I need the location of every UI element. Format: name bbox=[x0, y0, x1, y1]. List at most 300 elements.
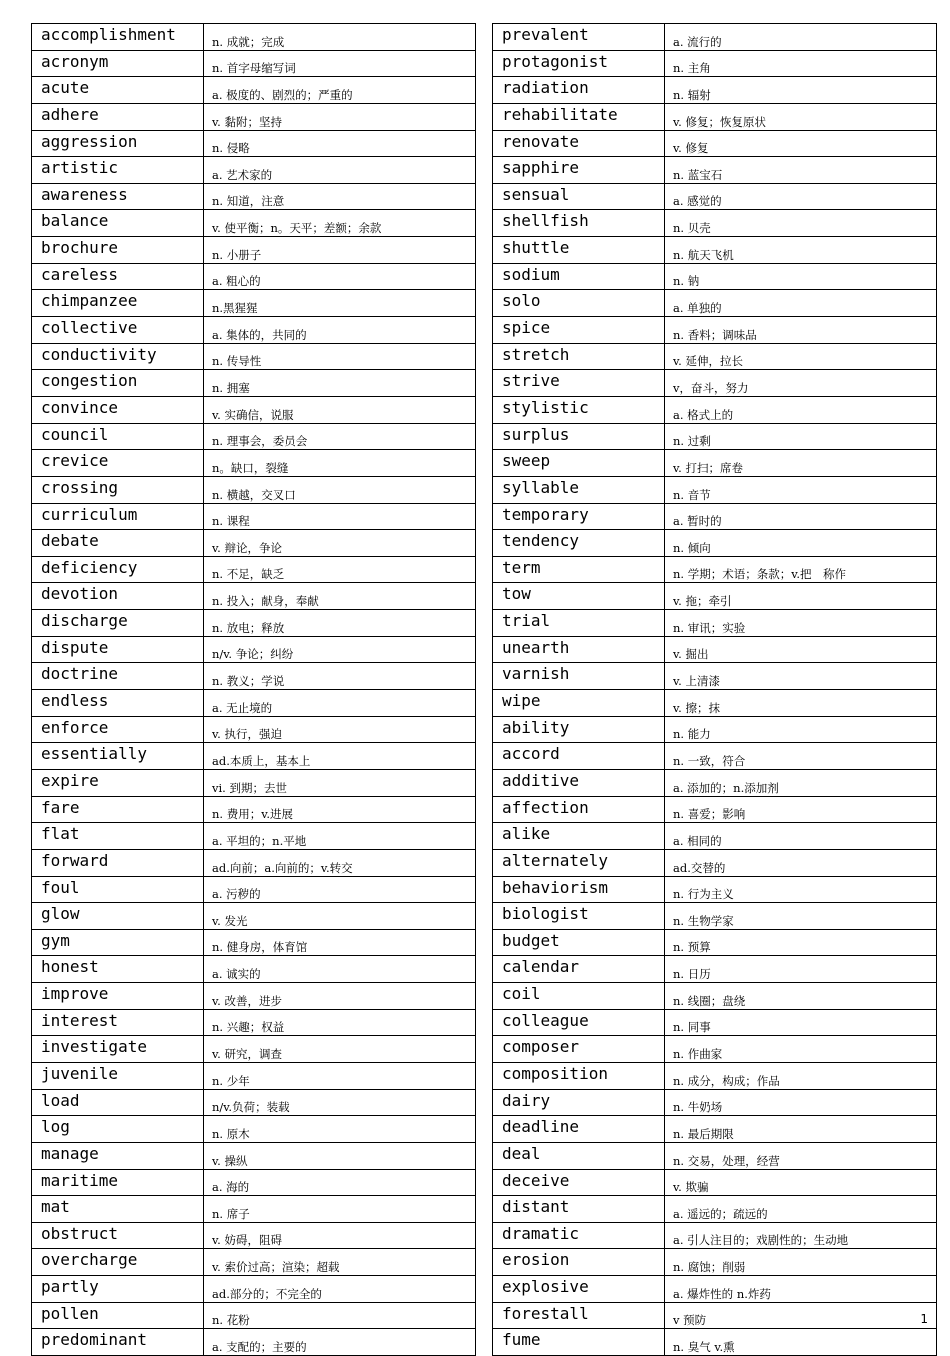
vocab-word: strive bbox=[493, 370, 665, 397]
vocab-definition: v. 实确信，说服 bbox=[204, 396, 476, 423]
vocab-definition: v. 黏附；坚持 bbox=[204, 103, 476, 130]
vocab-word: awareness bbox=[32, 183, 204, 210]
vocab-row bbox=[493, 1276, 937, 1303]
vocab-row bbox=[493, 24, 937, 51]
vocab-row bbox=[32, 796, 476, 823]
vocab-row bbox=[32, 823, 476, 850]
vocab-word: juvenile bbox=[32, 1062, 204, 1089]
vocab-word: flat bbox=[32, 823, 204, 850]
vocab-word: endless bbox=[32, 690, 204, 717]
vocab-row bbox=[493, 1196, 937, 1223]
vocab-definition: v. 妨碍，阻碍 bbox=[204, 1222, 476, 1249]
vocab-row bbox=[32, 476, 476, 503]
vocab-row bbox=[32, 956, 476, 983]
vocab-definition: v. 擦；抹 bbox=[665, 690, 937, 717]
vocab-row bbox=[32, 1116, 476, 1143]
vocab-word: explosive bbox=[493, 1276, 665, 1303]
vocab-definition: n. 主角 bbox=[665, 50, 937, 77]
vocab-row bbox=[493, 1249, 937, 1276]
vocab-row bbox=[32, 556, 476, 583]
vocab-definition: ad.交替的 bbox=[665, 849, 937, 876]
vocab-word: devotion bbox=[32, 583, 204, 610]
vocab-word: enforce bbox=[32, 716, 204, 743]
vocab-definition: a. 单独的 bbox=[665, 290, 937, 317]
vocab-word: biologist bbox=[493, 903, 665, 930]
vocab-definition: a. 无止境的 bbox=[204, 690, 476, 717]
vocab-word: composition bbox=[493, 1062, 665, 1089]
vocab-row bbox=[493, 876, 937, 903]
vocab-word: deficiency bbox=[32, 556, 204, 583]
vocab-word: trial bbox=[493, 610, 665, 637]
vocab-row bbox=[32, 716, 476, 743]
vocab-word: affection bbox=[493, 796, 665, 823]
vocab-definition: v. 辩论，争论 bbox=[204, 530, 476, 557]
vocab-row bbox=[493, 423, 937, 450]
vocab-word: crevice bbox=[32, 450, 204, 477]
vocab-definition: n. 学期；术语；条款；v.把 称作 bbox=[665, 556, 937, 583]
vocab-definition: n. 课程 bbox=[204, 503, 476, 530]
vocab-definition: n. 不足，缺乏 bbox=[204, 556, 476, 583]
vocab-word: essentially bbox=[32, 743, 204, 770]
vocab-definition: n. 最后期限 bbox=[665, 1116, 937, 1143]
page-number: 1 bbox=[920, 1312, 928, 1326]
vocab-definition: v. 上清漆 bbox=[665, 663, 937, 690]
vocab-word: convince bbox=[32, 396, 204, 423]
vocab-definition: n. 预算 bbox=[665, 929, 937, 956]
vocab-word: accomplishment bbox=[32, 24, 204, 51]
vocab-row bbox=[493, 663, 937, 690]
vocab-definition: n. 同事 bbox=[665, 1009, 937, 1036]
vocab-definition: v. 发光 bbox=[204, 903, 476, 930]
vocab-definition: v. 延伸，拉长 bbox=[665, 343, 937, 370]
vocab-definition: n. 过剩 bbox=[665, 423, 937, 450]
vocab-word: varnish bbox=[493, 663, 665, 690]
vocab-definition: n. 线圈；盘绕 bbox=[665, 983, 937, 1010]
vocab-word: sensual bbox=[493, 183, 665, 210]
vocab-word: erosion bbox=[493, 1249, 665, 1276]
vocab-row bbox=[493, 530, 937, 557]
vocab-row bbox=[493, 849, 937, 876]
vocab-row bbox=[493, 1329, 937, 1356]
vocab-word: alternately bbox=[493, 849, 665, 876]
vocab-word: overcharge bbox=[32, 1249, 204, 1276]
vocab-definition: v. 使平衡；n。天平；差额；余款 bbox=[204, 210, 476, 237]
vocab-definition: n. 少年 bbox=[204, 1062, 476, 1089]
vocab-row bbox=[32, 423, 476, 450]
vocab-word: gym bbox=[32, 929, 204, 956]
vocab-row bbox=[32, 1249, 476, 1276]
vocab-definition: n. 成分，构成；作品 bbox=[665, 1062, 937, 1089]
vocab-definition: n. 交易，处理，经营 bbox=[665, 1142, 937, 1169]
vocab-row bbox=[493, 503, 937, 530]
vocab-word: adhere bbox=[32, 103, 204, 130]
vocab-definition: n. 首字母缩写词 bbox=[204, 50, 476, 77]
vocab-definition: n. 健身房，体育馆 bbox=[204, 929, 476, 956]
vocab-row bbox=[32, 690, 476, 717]
vocab-row bbox=[493, 823, 937, 850]
vocab-definition: a. 海的 bbox=[204, 1169, 476, 1196]
vocab-row bbox=[493, 690, 937, 717]
vocab-word: temporary bbox=[493, 503, 665, 530]
vocab-definition: v. 掘出 bbox=[665, 636, 937, 663]
vocab-definition: a. 引人注目的；戏剧性的；生动地 bbox=[665, 1222, 937, 1249]
vocab-definition: n. 作曲家 bbox=[665, 1036, 937, 1063]
vocab-definition: a. 爆炸性的 n.炸药 bbox=[665, 1276, 937, 1303]
vocab-definition: n. 一致，符合 bbox=[665, 743, 937, 770]
vocab-definition: vi. 到期；去世 bbox=[204, 769, 476, 796]
vocab-word: maritime bbox=[32, 1169, 204, 1196]
vocab-row bbox=[493, 956, 937, 983]
vocab-word: forward bbox=[32, 849, 204, 876]
vocab-row bbox=[493, 317, 937, 344]
vocab-word: obstruct bbox=[32, 1222, 204, 1249]
vocab-row bbox=[32, 1036, 476, 1063]
vocab-word: improve bbox=[32, 983, 204, 1010]
vocab-row bbox=[493, 157, 937, 184]
vocab-row bbox=[493, 929, 937, 956]
vocab-word: solo bbox=[493, 290, 665, 317]
vocab-word: crossing bbox=[32, 476, 204, 503]
vocab-row bbox=[493, 903, 937, 930]
vocab-word: coil bbox=[493, 983, 665, 1010]
vocab-definition: n. 蓝宝石 bbox=[665, 157, 937, 184]
vocab-word: distant bbox=[493, 1196, 665, 1223]
vocab-definition: v. 执行，强迫 bbox=[204, 716, 476, 743]
vocab-word: chimpanzee bbox=[32, 290, 204, 317]
vocab-definition: n. 教义；学说 bbox=[204, 663, 476, 690]
vocab-word: dairy bbox=[493, 1089, 665, 1116]
vocab-definition: n. 辐射 bbox=[665, 77, 937, 104]
vocab-definition: n. 侵略 bbox=[204, 130, 476, 157]
vocab-word: discharge bbox=[32, 610, 204, 637]
vocab-row bbox=[493, 183, 937, 210]
vocab-row bbox=[32, 583, 476, 610]
vocab-word: fume bbox=[493, 1329, 665, 1356]
vocab-word: deceive bbox=[493, 1169, 665, 1196]
vocab-row bbox=[493, 77, 937, 104]
vocab-definition: a. 艺术家的 bbox=[204, 157, 476, 184]
vocab-definition: v. 拖；牵引 bbox=[665, 583, 937, 610]
vocab-row bbox=[32, 929, 476, 956]
vocab-definition: v. 改善，进步 bbox=[204, 983, 476, 1010]
vocab-definition: v. 研究，调查 bbox=[204, 1036, 476, 1063]
vocab-row bbox=[493, 290, 937, 317]
vocab-word: manage bbox=[32, 1142, 204, 1169]
vocab-row bbox=[32, 290, 476, 317]
vocab-definition: n. 费用；v.进展 bbox=[204, 796, 476, 823]
vocab-row bbox=[32, 503, 476, 530]
vocab-word: debate bbox=[32, 530, 204, 557]
vocab-definition: n. 贝壳 bbox=[665, 210, 937, 237]
vocab-word: mat bbox=[32, 1196, 204, 1223]
vocab-word: shellfish bbox=[493, 210, 665, 237]
vocab-definition: v. 操纵 bbox=[204, 1142, 476, 1169]
vocab-definition: v 预防 bbox=[665, 1302, 937, 1329]
vocab-row bbox=[493, 636, 937, 663]
vocab-definition: a. 流行的 bbox=[665, 24, 937, 51]
vocab-word: composer bbox=[493, 1036, 665, 1063]
vocab-word: forestall bbox=[493, 1302, 665, 1329]
vocab-definition: a. 感觉的 bbox=[665, 183, 937, 210]
vocab-row bbox=[493, 103, 937, 130]
vocab-row bbox=[493, 210, 937, 237]
vocab-definition: n. 日历 bbox=[665, 956, 937, 983]
vocab-definition: n. 钠 bbox=[665, 263, 937, 290]
vocab-word: artistic bbox=[32, 157, 204, 184]
vocab-word: colleague bbox=[493, 1009, 665, 1036]
vocab-definition: n. 放电；释放 bbox=[204, 610, 476, 637]
vocab-definition: n. 行为主义 bbox=[665, 876, 937, 903]
vocab-word: unearth bbox=[493, 636, 665, 663]
vocab-row bbox=[32, 1142, 476, 1169]
vocab-definition: n. 喜爱；影响 bbox=[665, 796, 937, 823]
vocab-word: dramatic bbox=[493, 1222, 665, 1249]
vocab-word: pollen bbox=[32, 1302, 204, 1329]
vocab-row bbox=[32, 210, 476, 237]
vocab-row bbox=[32, 157, 476, 184]
vocab-row bbox=[493, 370, 937, 397]
vocab-definition: a. 粗心的 bbox=[204, 263, 476, 290]
vocab-row bbox=[493, 343, 937, 370]
vocab-definition: n. 倾向 bbox=[665, 530, 937, 557]
vocab-row bbox=[493, 130, 937, 157]
vocab-definition: n. 席子 bbox=[204, 1196, 476, 1223]
vocab-row bbox=[32, 849, 476, 876]
vocab-row bbox=[493, 237, 937, 264]
vocab-row bbox=[493, 583, 937, 610]
vocab-row bbox=[32, 1062, 476, 1089]
vocab-row bbox=[493, 396, 937, 423]
vocab-definition: a. 遥远的；疏远的 bbox=[665, 1196, 937, 1223]
vocab-row bbox=[32, 1169, 476, 1196]
vocab-definition: a. 添加的；n.添加剂 bbox=[665, 769, 937, 796]
vocab-definition: a. 暂时的 bbox=[665, 503, 937, 530]
vocab-row bbox=[493, 50, 937, 77]
vocab-definition: n. 花粉 bbox=[204, 1302, 476, 1329]
vocab-row bbox=[493, 1036, 937, 1063]
vocab-row bbox=[493, 1116, 937, 1143]
vocab-row bbox=[493, 796, 937, 823]
vocab-word: conductivity bbox=[32, 343, 204, 370]
vocab-definition: n/v.负荷；装载 bbox=[204, 1089, 476, 1116]
vocab-word: deal bbox=[493, 1142, 665, 1169]
vocab-row bbox=[32, 663, 476, 690]
vocab-definition: v. 修复；恢复原状 bbox=[665, 103, 937, 130]
vocab-word: tow bbox=[493, 583, 665, 610]
vocab-word: acronym bbox=[32, 50, 204, 77]
vocab-definition: v. 索价过高；渲染；超载 bbox=[204, 1249, 476, 1276]
vocab-definition: n.黑猩猩 bbox=[204, 290, 476, 317]
vocab-row bbox=[32, 1302, 476, 1329]
vocab-row bbox=[493, 263, 937, 290]
vocab-word: sodium bbox=[493, 263, 665, 290]
vocab-row bbox=[32, 1196, 476, 1223]
vocab-word: syllable bbox=[493, 476, 665, 503]
vocab-row bbox=[32, 636, 476, 663]
vocab-definition: a. 格式上的 bbox=[665, 396, 937, 423]
vocab-word: prevalent bbox=[493, 24, 665, 51]
vocab-row bbox=[32, 263, 476, 290]
vocab-word: stretch bbox=[493, 343, 665, 370]
vocab-word: doctrine bbox=[32, 663, 204, 690]
vocab-word: foul bbox=[32, 876, 204, 903]
vocab-word: deadline bbox=[493, 1116, 665, 1143]
vocab-word: surplus bbox=[493, 423, 665, 450]
vocab-row bbox=[32, 183, 476, 210]
vocab-word: council bbox=[32, 423, 204, 450]
vocab-word: collective bbox=[32, 317, 204, 344]
vocab-row bbox=[32, 983, 476, 1010]
vocab-definition: ad.本质上，基本上 bbox=[204, 743, 476, 770]
vocab-definition: n。缺口，裂缝 bbox=[204, 450, 476, 477]
vocab-row bbox=[493, 476, 937, 503]
vocab-row bbox=[32, 876, 476, 903]
vocab-row bbox=[32, 77, 476, 104]
vocab-definition: n. 传导性 bbox=[204, 343, 476, 370]
vocab-word: interest bbox=[32, 1009, 204, 1036]
vocab-definition: a. 集体的，共同的 bbox=[204, 317, 476, 344]
vocab-definition: n. 音节 bbox=[665, 476, 937, 503]
vocab-row bbox=[32, 769, 476, 796]
vocab-row bbox=[493, 1169, 937, 1196]
vocab-row bbox=[32, 610, 476, 637]
vocab-definition: n. 成就；完成 bbox=[204, 24, 476, 51]
vocab-row bbox=[493, 1142, 937, 1169]
vocab-definition: n. 腐蚀；削弱 bbox=[665, 1249, 937, 1276]
vocab-word: honest bbox=[32, 956, 204, 983]
vocab-definition: a. 极度的、剧烈的；严重的 bbox=[204, 77, 476, 104]
vocab-row bbox=[493, 556, 937, 583]
vocab-word: predominant bbox=[32, 1329, 204, 1356]
vocab-word: fare bbox=[32, 796, 204, 823]
vocab-word: protagonist bbox=[493, 50, 665, 77]
vocab-word: dispute bbox=[32, 636, 204, 663]
vocab-row bbox=[493, 1302, 937, 1329]
vocab-definition: a. 支配的；主要的 bbox=[204, 1329, 476, 1356]
vocab-word: rehabilitate bbox=[493, 103, 665, 130]
vocab-definition: v. 打扫；席卷 bbox=[665, 450, 937, 477]
vocab-row bbox=[32, 1009, 476, 1036]
vocab-definition: n. 拥塞 bbox=[204, 370, 476, 397]
vocab-row bbox=[32, 237, 476, 264]
vocab-row bbox=[32, 103, 476, 130]
vocab-word: wipe bbox=[493, 690, 665, 717]
vocab-definition: n. 投入；献身，奉献 bbox=[204, 583, 476, 610]
vocab-word: partly bbox=[32, 1276, 204, 1303]
vocab-row bbox=[32, 530, 476, 557]
vocab-definition: ad.向前；a.向前的；v.转交 bbox=[204, 849, 476, 876]
vocab-row bbox=[32, 130, 476, 157]
vocab-word: ability bbox=[493, 716, 665, 743]
vocab-definition: n. 能力 bbox=[665, 716, 937, 743]
vocab-row bbox=[32, 743, 476, 770]
vocab-word: behaviorism bbox=[493, 876, 665, 903]
vocab-row bbox=[32, 1089, 476, 1116]
vocab-word: shuttle bbox=[493, 237, 665, 264]
vocab-row bbox=[32, 450, 476, 477]
vocab-row bbox=[493, 743, 937, 770]
vocab-definition: n. 兴趣；权益 bbox=[204, 1009, 476, 1036]
vocab-definition: a. 污秽的 bbox=[204, 876, 476, 903]
vocab-definition: v. 修复 bbox=[665, 130, 937, 157]
vocab-row bbox=[493, 1062, 937, 1089]
vocab-definition: n. 原木 bbox=[204, 1116, 476, 1143]
vocab-row bbox=[493, 1089, 937, 1116]
vocab-word: expire bbox=[32, 769, 204, 796]
vocab-definition: v，奋斗，努力 bbox=[665, 370, 937, 397]
vocab-word: sapphire bbox=[493, 157, 665, 184]
vocab-definition: n. 香料；调味品 bbox=[665, 317, 937, 344]
vocab-definition: n. 生物学家 bbox=[665, 903, 937, 930]
vocab-word: balance bbox=[32, 210, 204, 237]
vocab-word: stylistic bbox=[493, 396, 665, 423]
vocab-row bbox=[493, 983, 937, 1010]
vocab-row bbox=[32, 1329, 476, 1356]
vocab-word: tendency bbox=[493, 530, 665, 557]
vocab-word: curriculum bbox=[32, 503, 204, 530]
vocab-definition: ad.部分的；不完全的 bbox=[204, 1276, 476, 1303]
vocab-word: renovate bbox=[493, 130, 665, 157]
vocab-word: alike bbox=[493, 823, 665, 850]
vocab-word: spice bbox=[493, 317, 665, 344]
vocab-definition: a. 相同的 bbox=[665, 823, 937, 850]
vocab-word: brochure bbox=[32, 237, 204, 264]
vocab-row bbox=[32, 50, 476, 77]
vocab-definition: a. 平坦的；n.平地 bbox=[204, 823, 476, 850]
vocab-word: term bbox=[493, 556, 665, 583]
vocab-word: budget bbox=[493, 929, 665, 956]
vocab-word: glow bbox=[32, 903, 204, 930]
vocab-row bbox=[32, 317, 476, 344]
vocab-row bbox=[32, 343, 476, 370]
vocab-word: load bbox=[32, 1089, 204, 1116]
vocab-definition: n. 横越，交叉口 bbox=[204, 476, 476, 503]
vocab-row bbox=[32, 1276, 476, 1303]
vocab-row bbox=[493, 716, 937, 743]
vocab-word: additive bbox=[493, 769, 665, 796]
vocab-row bbox=[32, 396, 476, 423]
vocab-row bbox=[493, 1009, 937, 1036]
vocabulary-table-left bbox=[31, 23, 476, 1356]
vocab-definition: n. 审讯；实验 bbox=[665, 610, 937, 637]
vocab-word: log bbox=[32, 1116, 204, 1143]
vocab-row bbox=[493, 1222, 937, 1249]
vocab-row bbox=[32, 370, 476, 397]
vocab-word: acute bbox=[32, 77, 204, 104]
vocab-row bbox=[493, 769, 937, 796]
vocab-definition: n. 牛奶场 bbox=[665, 1089, 937, 1116]
vocabulary-table-right bbox=[492, 23, 937, 1356]
vocab-word: radiation bbox=[493, 77, 665, 104]
vocab-word: calendar bbox=[493, 956, 665, 983]
vocab-row bbox=[32, 24, 476, 51]
vocab-word: careless bbox=[32, 263, 204, 290]
vocab-word: congestion bbox=[32, 370, 204, 397]
vocab-definition: n. 航天飞机 bbox=[665, 237, 937, 264]
vocab-definition: v. 欺骗 bbox=[665, 1169, 937, 1196]
vocab-definition: n. 理事会，委员会 bbox=[204, 423, 476, 450]
vocab-definition: n. 知道，注意 bbox=[204, 183, 476, 210]
vocab-row bbox=[32, 1222, 476, 1249]
vocab-definition: n. 小册子 bbox=[204, 237, 476, 264]
vocab-word: aggression bbox=[32, 130, 204, 157]
vocab-definition: n. 臭气 v.熏 bbox=[665, 1329, 937, 1356]
vocab-word: accord bbox=[493, 743, 665, 770]
vocab-row bbox=[493, 610, 937, 637]
vocab-row bbox=[32, 903, 476, 930]
vocab-word: sweep bbox=[493, 450, 665, 477]
vocab-word: investigate bbox=[32, 1036, 204, 1063]
